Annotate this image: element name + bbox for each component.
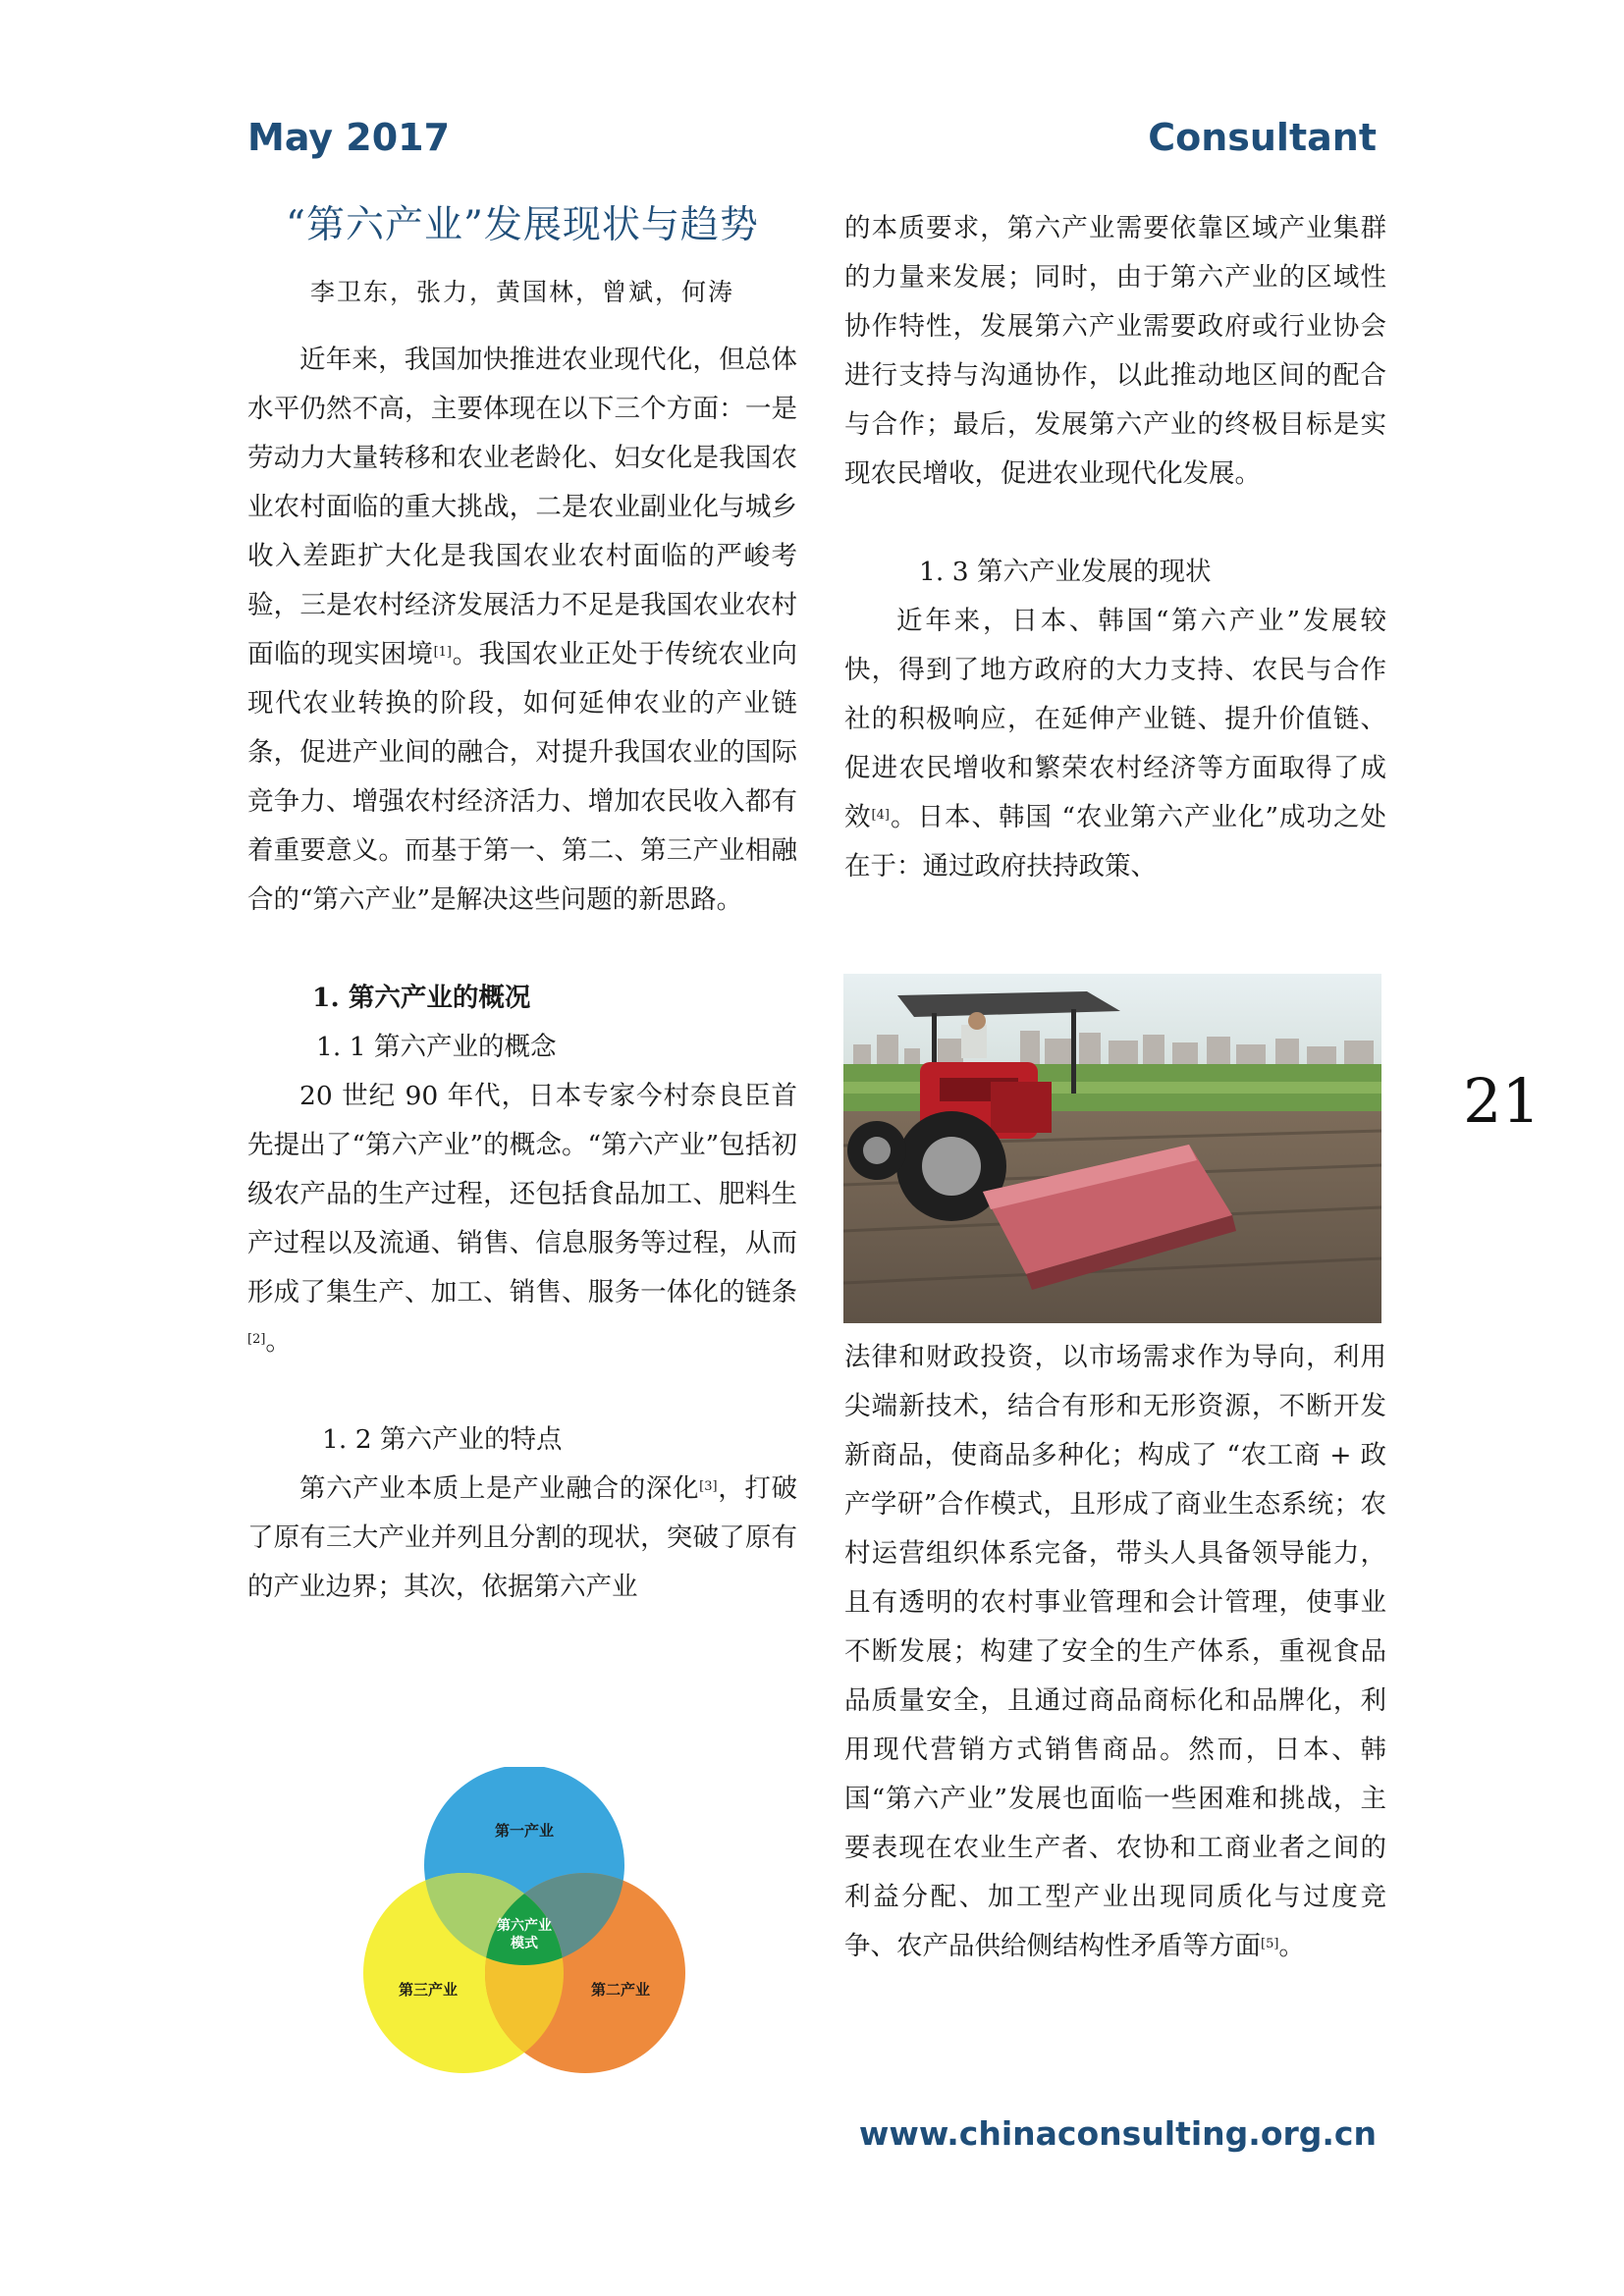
venn-diagram bbox=[357, 1767, 691, 2081]
tractor-photo bbox=[843, 974, 1381, 1323]
venn-label-right: 第二产业 bbox=[590, 1981, 651, 1999]
right-column bbox=[844, 204, 1386, 891]
venn-label-center-2: 模式 bbox=[511, 1936, 538, 1951]
venn-svg bbox=[357, 1767, 691, 2081]
section-1-1-heading: 1. 1 第六产业的概念 bbox=[316, 1032, 557, 1062]
right-column-lower bbox=[844, 1333, 1386, 1971]
footer-url-link[interactable]: www.chinaconsulting.org.cn bbox=[858, 2114, 1377, 2153]
section-1-3-heading: 1. 3 第六产业发展的现状 bbox=[919, 557, 1212, 587]
intro-paragraph: 近年来，我国加快推进农业现代化，但总体水平仍然不高，主要体现在以下三个方面：一是劳动力大量转移和农业老龄化、妇女化是我国农业农村面临的重大挑战，二是农业副业化与城乡收入差距扩大化是我国农业农村面临的严峻考验，三是农村经济发展活力不足是我国农业农村面临的现实困境[1]。我国农业正处于传统农业向现代农业转换的阶段，如何延伸农业的产业链条，促进产业间的融合，对提升我国农业的国际竞争力、增强农村经济活力、增加农民收入都有着重要意义。而基于第一、第二、第三产业相融合的“第六产业”是解决这些问题的新思路。 bbox=[247, 345, 798, 915]
section-1-heading: 1. 第六产业的概况 bbox=[312, 983, 531, 1013]
section-1-1-paragraph: 20 世纪 90 年代，日本专家今村奈良臣首先提出了“第六产业”的概念。“第六产业”包括初级农产品的生产过程，还包括食品加工、肥料生产过程以及流通、销售、信息服务等过程，从而形成了集生产、加工、销售、服务一体化的链条[2]。 bbox=[247, 1081, 797, 1357]
header-date: May 2017 bbox=[247, 116, 451, 159]
left-column bbox=[247, 194, 797, 1612]
article-authors: 李卫东，张力，黄国林，曾斌，何涛 bbox=[309, 278, 734, 306]
citation-2[interactable]: [2] bbox=[247, 1332, 266, 1347]
citation-5[interactable]: [5] bbox=[1261, 1937, 1279, 1951]
tractor-photo-svg bbox=[843, 974, 1381, 1323]
section-1-2-heading: 1. 2 第六产业的特点 bbox=[322, 1424, 563, 1455]
venn-label-left: 第三产业 bbox=[398, 1981, 459, 1999]
section-1-3-paragraph: 近年来，日本、韩国“第六产业”发展较快，得到了地方政府的大力支持、农民与合作社的积极响应，在延伸产业链、提升价值链、促进农民增收和繁荣农村经济等方面取得了成效[4]。日本、韩国 “农业第六产业化”成功之处在于：通过政府扶持政策、 bbox=[844, 606, 1387, 881]
citation-4[interactable]: [4] bbox=[871, 808, 890, 823]
citation-3[interactable]: [3] bbox=[699, 1479, 718, 1494]
venn-label-top: 第一产业 bbox=[494, 1822, 555, 1840]
venn-label-center-1: 第六产业 bbox=[497, 1918, 552, 1934]
section-1-3-continued-paragraph: 法律和财政投资，以市场需求作为导向，利用尖端新技术，结合有形和无形资源，不断开发新商品，使商品多种化；构成了 “农工商 + 政产学研”合作模式，且形成了商业生态系统；农村运营组织体系完备，带头人具备领导能力，且有透明的农村事业管理和会计管理，使事业不断发展；构建了安全的生产体系，重视食品品质量安全，且通过商品商标化和品牌化，利用现代营销方式销售商品。然而，日本、韩国“第六产业”发展也面临一些困难和挑战，主要表现在农业生产者、农协和工商业者之间的利益分配、加工型产业出现同质化与过度竞争、农产品供给侧结构性矛盾等方面[5]。 bbox=[844, 1342, 1386, 1961]
section-1-2-paragraph: 第六产业本质上是产业融合的深化[3]，打破了原有三大产业并列且分割的现状，突破了原有的产业边界；其次，依据第六产业 bbox=[247, 1473, 798, 1602]
page-number: 21 bbox=[1463, 1065, 1541, 1137]
citation-1[interactable]: [1] bbox=[433, 645, 452, 660]
header-journal-name: Consultant bbox=[1148, 116, 1377, 159]
section-1-2-continued-paragraph: 的本质要求，第六产业需要依靠区域产业集群的力量来发展；同时，由于第六产业的区域性协作特性，发展第六产业需要政府或行业协会进行支持与沟通协作，以此推动地区间的配合与合作；最后，发展第六产业的终极目标是实现农民增收，促进农业现代化发展。 bbox=[844, 213, 1386, 489]
article-title: “第六产业”发展现状与趋势 bbox=[286, 203, 759, 247]
